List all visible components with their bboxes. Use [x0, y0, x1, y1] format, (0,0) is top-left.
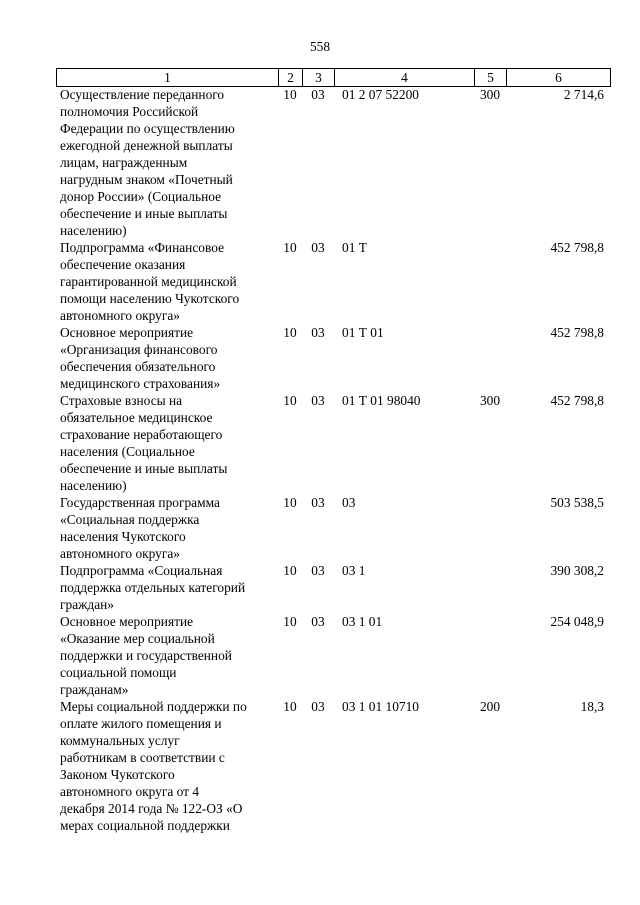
- row-target-code: 01 2 07 52200: [342, 87, 419, 102]
- row-name: Подпрограмма «Социальная поддержка отдельных категорий граждан»: [60, 563, 246, 612]
- row-target-code: 03 1 01 10710: [342, 699, 419, 714]
- header-col-4: 4: [335, 69, 475, 87]
- row-section: 10: [283, 495, 297, 510]
- row-amount: 452 798,8: [550, 393, 604, 408]
- row-target-code: 01 Т 01: [342, 325, 384, 340]
- table-row: [56, 613, 610, 698]
- table-row: [56, 698, 610, 834]
- table-row: [56, 392, 610, 494]
- row-name: Осуществление переданного полномочия Российской Федерации по осуществлению ежегодной денежной выплаты лицам, награжденным нагрудным знаком «Почетный донор России» (Социальное обеспечение и иные выплаты населению): [60, 87, 235, 238]
- row-subsection: 03: [311, 325, 325, 340]
- row-section: 10: [283, 614, 297, 629]
- row-amount: 254 048,9: [550, 614, 604, 629]
- row-amount: 452 798,8: [550, 240, 604, 255]
- row-target-code: 01 Т: [342, 240, 367, 255]
- header-col-2: 2: [279, 69, 303, 87]
- row-target-code: 03 1: [342, 563, 366, 578]
- row-subsection: 03: [311, 87, 325, 102]
- row-name: Страховые взносы на обязательное медицинское страхование неработающего населения (Социальное обеспечение и иные выплаты населению): [60, 393, 228, 493]
- row-section: 10: [283, 325, 297, 340]
- row-expense-type: 200: [479, 699, 501, 714]
- table-row: [56, 494, 610, 562]
- row-subsection: 03: [311, 240, 325, 255]
- row-amount: 452 798,8: [550, 325, 604, 340]
- header-col-6: 6: [507, 69, 611, 87]
- row-target-code: 03 1 01: [342, 614, 383, 629]
- row-target-code: 03: [342, 495, 356, 510]
- row-subsection: 03: [311, 495, 325, 510]
- row-section: 10: [283, 563, 297, 578]
- row-section: 10: [283, 240, 297, 255]
- row-name: Подпрограмма «Финансовое обеспечение оказания гарантированной медицинской помощи населению Чукотского автономного округа»: [60, 240, 240, 323]
- row-amount: 18,3: [580, 699, 604, 714]
- page-number: 558: [309, 39, 331, 54]
- row-section: 10: [283, 87, 297, 102]
- row-subsection: 03: [311, 614, 325, 629]
- row-amount: 2 714,6: [563, 87, 604, 102]
- row-subsection: 03: [311, 563, 325, 578]
- table-row: [56, 86, 610, 239]
- table-header: [56, 68, 611, 87]
- row-target-code: 01 Т 01 98040: [342, 393, 421, 408]
- table-row: [56, 324, 610, 392]
- row-name: Меры социальной поддержки по оплате жилого помещения и коммунальных услуг работникам в соответствии с Законом Чукотского автономного округа от 4 декабря 2014 года № 122-ОЗ «О мерах социальной поддержки: [60, 699, 247, 833]
- row-expense-type: 300: [479, 393, 501, 408]
- row-section: 10: [283, 699, 297, 714]
- row-amount: 390 308,2: [550, 563, 604, 578]
- row-subsection: 03: [311, 393, 325, 408]
- row-section: 10: [283, 393, 297, 408]
- row-subsection: 03: [311, 699, 325, 714]
- header-col-3: 3: [303, 69, 335, 87]
- row-name: Основное мероприятие «Оказание мер социальной поддержки и государственной социальной помощи гражданам»: [60, 614, 232, 697]
- table-row: [56, 239, 610, 324]
- row-name: Основное мероприятие «Организация финансового обеспечения обязательного медицинского страхования»: [60, 325, 221, 391]
- header-col-5: 5: [475, 69, 507, 87]
- row-expense-type: 300: [479, 87, 501, 102]
- table-body: [56, 86, 610, 834]
- table-row: [56, 562, 610, 613]
- row-amount: 503 538,5: [550, 495, 604, 510]
- header-row: [57, 69, 611, 87]
- row-name: Государственная программа «Социальная поддержка населения Чукотского автономного округа»: [60, 495, 220, 561]
- header-col-1: 1: [57, 69, 279, 87]
